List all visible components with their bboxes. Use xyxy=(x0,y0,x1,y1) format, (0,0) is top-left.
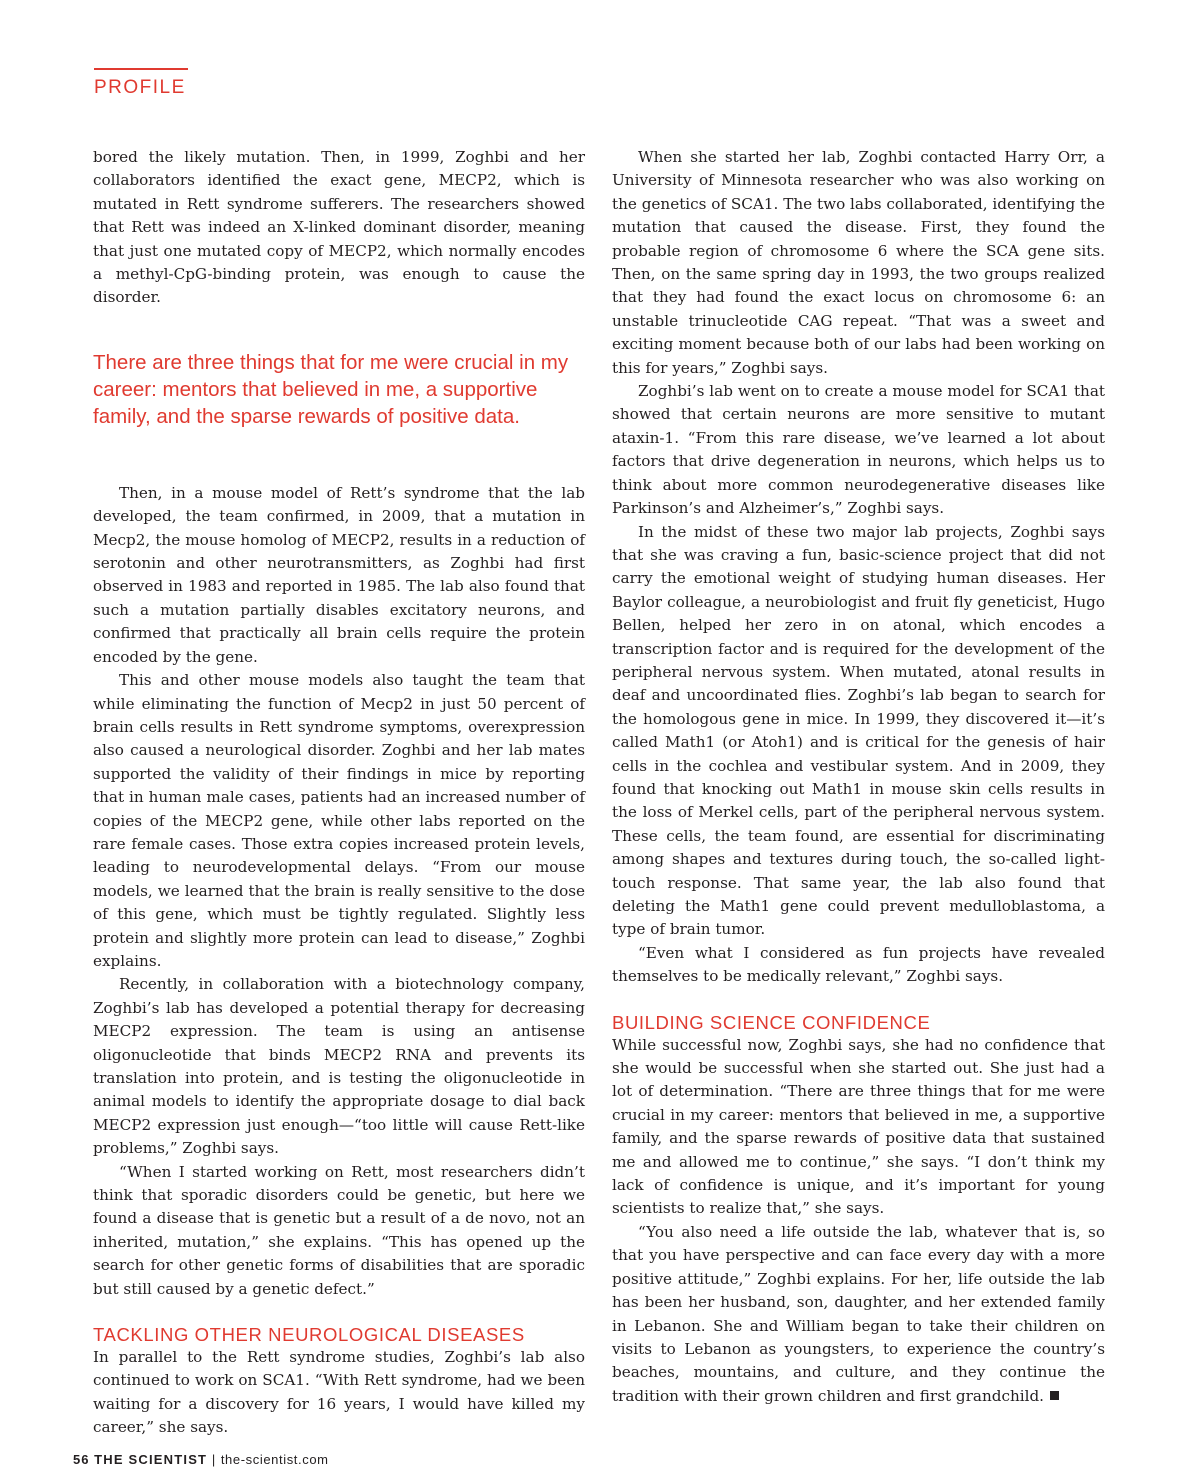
left-paragraph-1: bored the likely mutation. Then, in 1999, Zoghbi and her collaborators identified the exact gene, MECP2, which is mutated in Rett syndrome sufferers. The researchers showed that Rett was indeed an X-linked dominant disorder, meaning that just one mutated copy of MECP2, which normally encodes a methyl-CpG-binding protein, was enough to cause the disorder. xyxy=(93,148,585,307)
end-mark-icon xyxy=(1050,1391,1059,1400)
left-paragraph-2: Then, in a mouse model of Rett’s syndrome that the lab developed, the team confirmed, in 2009, that a mutation in Mecp2, the mouse homolog of MECP2, results in a reduction of serotonin and other neurotransmitters, as Zoghbi had first observed in 1983 and reported in 1985. The lab also found that such a mutation partially disables excitatory neurons, and confirmed that practically all brain cells require the protein encoded by the gene. xyxy=(93,483,585,666)
right-column xyxy=(612,146,1105,1408)
right-paragraph-3: In the midst of these two major lab projects, Zoghbi says that she was craving a fun, basic-science project that did not carry the emotional weight of studying human diseases. Her Baylor colleague, a neurobiologist and fruit fly geneticist, Hugo Bellen, helped her zero in on atonal, which encodes a transcription factor and is required for the development of the peripheral nervous system. When mutated, atonal results in deaf and uncoordinated flies. Zoghbi’s lab began to search for the homologous gene in mice. In 1999, they discovered it—it’s called Math1 (or Atoh1) and is critical for the genesis of hair cells in the cochlea and vestibular system. And in 2009, they found that knocking out Math1 in mouse skin cells results in the loss of Merkel cells, part of the peripheral nervous system. These cells, the team found, are essential for discriminating among shapes and textures during touch, the so-called light-touch response. That same year, the lab also found that deleting the Math1 gene could prevent medulloblastoma, a type of brain tumor. xyxy=(612,522,1105,939)
right-paragraph-1: When she started her lab, Zoghbi contacted Harry Orr, a University of Minnesota researcher who was also working on the genetics of SCA1. The two labs collaborated, identifying the mutation that caused the disease. First, they found the probable region of chromosome 6 where the SCA gene sits. Then, on the same spring day in 1993, the two groups realized that they had found the exact locus on chromosome 6: an unstable trinucleotide CAG repeat. “That was a sweet and exciting moment because both of our labs had been working on this for years,” Zoghbi says. xyxy=(612,148,1105,377)
section-rule xyxy=(94,68,188,70)
left-paragraph-5: “When I started working on Rett, most researchers didn’t think that sporadic disorders could be genetic, but here we found a disease that is genetic but a result of a de novo, not an inherited, mutation,” she explains. “This has opened up the search for other genetic forms of disabilities that are sporadic but still caused by a genetic defect.” xyxy=(93,1162,585,1298)
right-paragraph-6-text: “You also need a life outside the lab, whatever that is, so that you have perspective and can face every day with a more positive attitude,” Zoghbi explains. For her, life outside the lab has been her husband, son, daughter, and her extended family in Lebanon. She and William began to take their children on visits to Lebanon as youngsters, to experience the country’s beaches, mountains, and culture, and they continue the tradition with their grown children and first grandchild. xyxy=(612,1222,1105,1405)
footer-separator: | xyxy=(211,1452,217,1467)
right-paragraph-2: Zoghbi’s lab went on to create a mouse model for SCA1 that showed that certain neurons are more sensitive to mutant ataxin-1. “From this rare disease, we’ve learned a lot about factors that drive degeneration in neurons, which helps us to think about more common neurodegenerative diseases like Parkinson’s and Alzheimer’s,” Zoghbi says. xyxy=(612,382,1105,518)
left-paragraph-4: Recently, in collaboration with a biotechnology company, Zoghbi’s lab has developed a potential therapy for decreasing MECP2 expression. The team is using an antisense oligonucleotide that binds MECP2 RNA and prevents its translation into protein, and is testing the oligonucleotide in animal models to identify the appropriate dosage to dial back MECP2 expression just enough—“too little will cause Rett-like problems,” Zoghbi says. xyxy=(93,975,585,1158)
right-paragraph-5: While successful now, Zoghbi says, she had no confidence that she would be successful when she started out. She just had a lot of determination. “There are three things that for me were crucial in my career: mentors that believed in me, a supportive family, and the sparse rewards of positive data that sustained me and allowed me to continue,” she says. “I don’t think my lack of confidence is unique, and it’s important for young scientists to realize that,” she says. xyxy=(612,1035,1105,1218)
left-paragraph-6: In parallel to the Rett syndrome studies, Zoghbi’s lab also continued to work on SCA1. “With Rett syndrome, had we been waiting for a discovery for 16 years, I would have killed my career,” she says. xyxy=(93,1348,585,1437)
left-paragraph-3: This and other mouse models also taught the team that while eliminating the function of Mecp2 in just 50 percent of brain cells results in Rett syndrome symptoms, overexpression also caused a neurological disorder. Zoghbi and her lab mates supported the validity of their findings in mice by reporting that in human male cases, patients had an increased number of copies of the MECP2 gene, while other labs reported on the rare female cases. Those extra copies increased protein levels, leading to neurodevelopmental delays. “From our mouse models, we learned that the brain is really sensitive to the dose of this gene, which must be tightly regulated. Slightly less protein and slightly more protein can lead to disease,” Zoghbi explains. xyxy=(93,671,585,970)
right-paragraph-4: “Even what I considered as fun projects have revealed themselves to be medically relevant,” Zoghbi says. xyxy=(612,943,1105,986)
subhead-neurological: TACKLING OTHER NEUROLOGICAL DISEASES xyxy=(93,1324,525,1346)
pull-quote: There are three things that for me were crucial in my career: mentors that believed in me, a supportive family, and the sparse rewards of positive data. xyxy=(93,350,569,428)
magazine-name: THE SCIENTIST xyxy=(94,1452,208,1467)
right-paragraph-6 xyxy=(612,1221,1105,1408)
subhead-confidence: BUILDING SCIENCE CONFIDENCE xyxy=(612,1011,931,1033)
page-number: 56 xyxy=(73,1452,90,1467)
section-label: PROFILE xyxy=(94,77,186,98)
website-link[interactable]: the-scientist.com xyxy=(220,1452,329,1467)
page-footer xyxy=(73,1452,329,1467)
left-column xyxy=(93,146,585,1440)
